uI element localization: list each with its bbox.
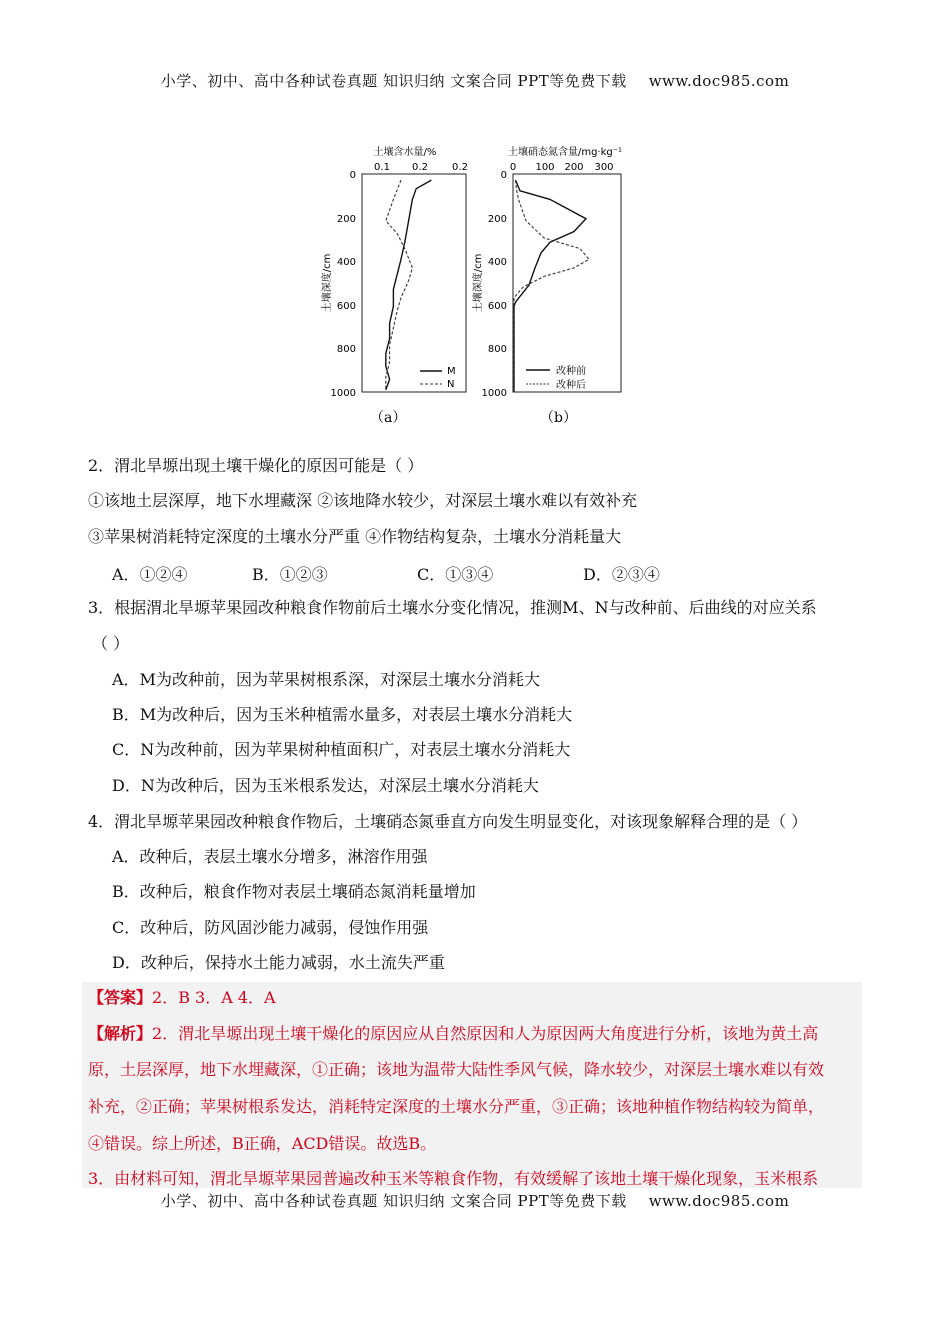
chart-b-xticks (510, 162, 614, 173)
q3-option-d[interactable]: D．N为改种后，因为玉米根系发达，对深层土壤水分消耗大 (112, 776, 539, 795)
series-before-line (514, 180, 586, 392)
chart-b-caption: （b） (540, 410, 577, 426)
q2-choice-b[interactable]: B．①②③ (252, 565, 328, 584)
chart-b-xtick: 200 (564, 162, 584, 173)
q3-option-c[interactable]: C．N为改种前，因为苹果树种植面积广，对表层土壤水分消耗大 (112, 740, 571, 759)
q2-statement-line: ③苹果树消耗特定深度的土壤水分严重 ④作物结构复杂，土壤水分消耗量大 (88, 527, 622, 546)
y-tick: 400 (336, 257, 356, 268)
q2-statement-line: ①该地土层深厚，地下水埋藏深 ②该地降水较少，对深层土壤水难以有效补充 (88, 491, 638, 510)
chart-a-xtick: 0.2 (452, 162, 468, 173)
q3-option-b[interactable]: B．M为改种后，因为玉米种植需水量多，对表层土壤水分消耗大 (112, 705, 573, 724)
y-tick: 600 (487, 301, 507, 312)
analysis-line: 补充，②正确；苹果树根系发达，消耗特定深度的土壤水分严重，③正确；该地种植作物结构较为简单， (88, 1097, 825, 1116)
y-axis-label: 土壤深度/cm (473, 253, 484, 313)
q4-stem: 4．渭北旱塬苹果园改种粮食作物后，土壤硝态氮垂直方向发生明显变化，对该现象解释合理的是（ ） (88, 812, 808, 831)
q2-choice-a[interactable]: A．①②④ (112, 565, 188, 584)
y-tick: 400 (487, 257, 507, 268)
y-tick: 800 (487, 344, 507, 355)
chart-b-xtick: 100 (535, 162, 555, 173)
y-tick: 1000 (481, 388, 507, 399)
chart-b-xtick: 0 (509, 162, 517, 173)
header-text: 小学、初中、高中各种试卷真题 知识归纳 文案合同 PPT等免费下载 (160, 72, 627, 90)
y-tick: 0 (500, 170, 507, 181)
chart-a-xticks (374, 162, 468, 173)
series-m-line (386, 180, 432, 390)
y-tick: 800 (336, 344, 356, 355)
chart-b-title: 土壤硝态氮含量/mg·kg⁻¹ (507, 147, 623, 158)
q3-option-a[interactable]: A．M为改种前，因为苹果树根系深，对深层土壤水分消耗大 (112, 670, 540, 689)
chart-a-title: 土壤含水量/% (373, 147, 437, 158)
legend-after-label: 改种后 (556, 380, 586, 391)
chart-b-yticks (482, 170, 507, 399)
series-after-line (514, 180, 589, 392)
soil-figure (300, 138, 660, 433)
legend-m-label: M (447, 366, 456, 377)
y-tick: 200 (487, 214, 507, 225)
page-footer (0, 1190, 950, 1211)
chart-a-xtick: 0.2 (412, 162, 428, 173)
q2-choice-c[interactable]: C．①③④ (417, 565, 494, 584)
q2-stem: 2．渭北旱塬出现土壤干燥化的原因可能是（ ） (88, 456, 424, 475)
footer-text: 小学、初中、高中各种试卷真题 知识归纳 文案合同 PPT等免费下载 (160, 1192, 627, 1210)
legend-before-label: 改种前 (556, 366, 586, 377)
answer-text: 2．B 3．A 4．A (152, 988, 276, 1007)
y-tick: 0 (349, 170, 356, 181)
chart-a-frame (362, 174, 466, 392)
analysis-label: 【解析】 (88, 1024, 153, 1043)
analysis-line: ④错误。综上所述，B正确，ACD错误。故选B。 (88, 1134, 437, 1153)
chart-a-yticks (331, 170, 356, 399)
q4-option-a[interactable]: A．改种后，表层土壤水分增多，淋溶作用强 (112, 847, 428, 866)
q3-stem: 3．根据渭北旱塬苹果园改种粮食作物前后土壤水分变化情况，推测M、N与改种前、后曲线的对应关系 (88, 598, 817, 617)
series-n-line (386, 180, 413, 390)
y-tick: 1000 (330, 388, 356, 399)
chart-a-xtick: 0.1 (374, 162, 390, 173)
answer-label: 【答案】 (88, 988, 153, 1007)
analysis-line: 原，土层深厚，地下水埋藏深，①正确；该地为温带大陆性季风气候，降水较少，对深层土壤水难以有效 (88, 1060, 825, 1079)
q4-option-b[interactable]: B．改种后，粮食作物对表层土壤硝态氮消耗量增加 (112, 882, 476, 901)
analysis-text: 2．渭北旱塬出现土壤干燥化的原因应从自然原因和人为原因两大角度进行分析，该地为黄土高 (152, 1024, 819, 1043)
footer-site: www.doc985.com (648, 1192, 790, 1210)
q3-stem-paren: （ ） (92, 634, 130, 653)
chart-a-caption: （a） (370, 410, 407, 426)
y-axis-label: 土壤深度/cm (322, 253, 333, 313)
analysis-line (88, 1024, 856, 1044)
answer-panel (82, 982, 862, 1188)
y-tick: 600 (336, 301, 356, 312)
q4-option-c[interactable]: C．改种后，防风固沙能力减弱，侵蚀作用强 (112, 918, 429, 937)
chart-b-xtick: 300 (594, 162, 614, 173)
answer-line (88, 988, 856, 1008)
analysis-line: 3．由材料可知，渭北旱塬苹果园普遍改种玉米等粮食作物，有效缓解了该地土壤干燥化现象，玉米根系 (88, 1169, 819, 1188)
page-header (0, 70, 950, 91)
legend-n-label: N (447, 379, 455, 390)
y-tick: 200 (336, 214, 356, 225)
q2-choice-d[interactable]: D．②③④ (583, 565, 660, 584)
q4-option-d[interactable]: D．改种后，保持水土能力减弱，水土流失严重 (112, 953, 445, 972)
header-site: www.doc985.com (648, 72, 790, 90)
